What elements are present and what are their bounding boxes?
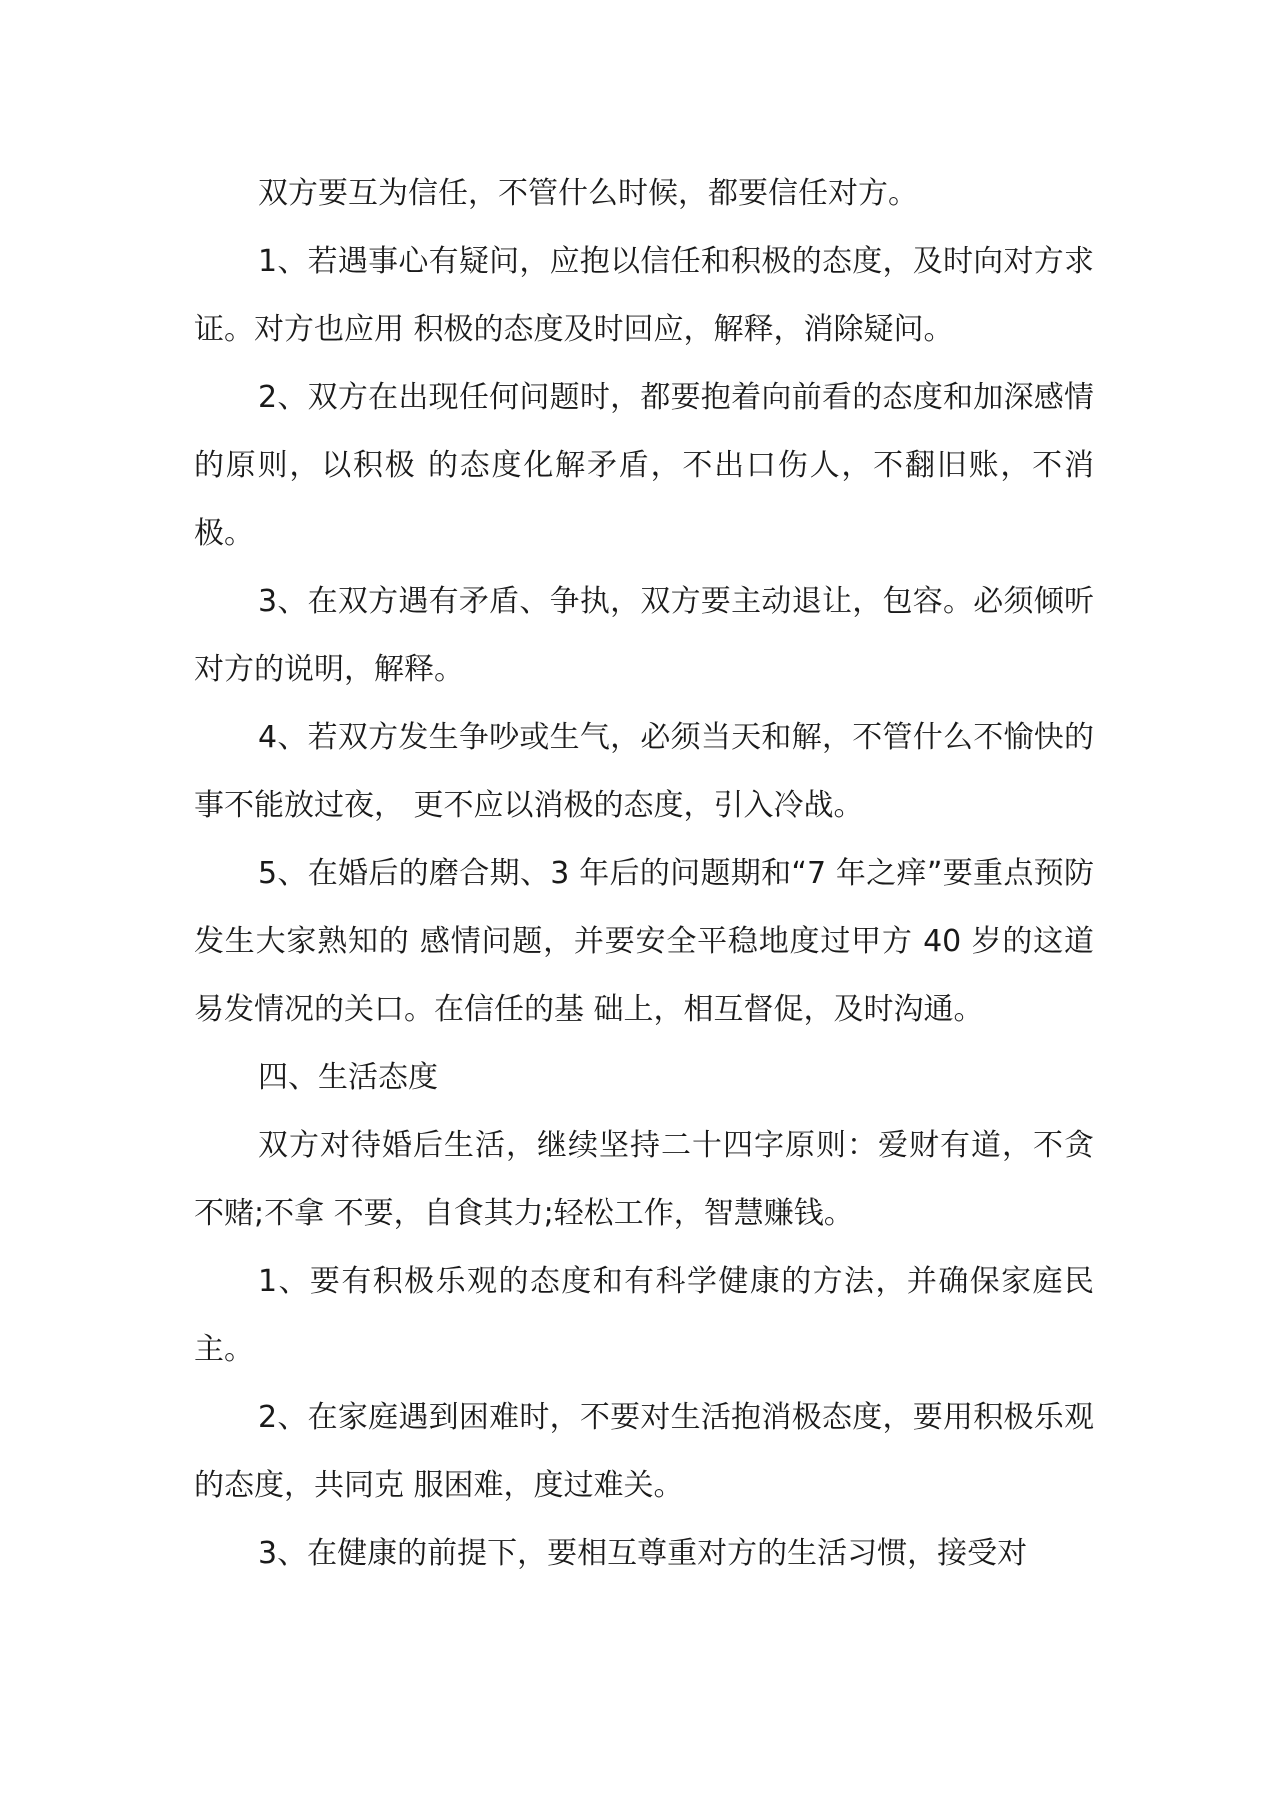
paragraph-trust-item-4: 4、若双方发生争吵或生气，必须当天和解，不管什么不愉快的事不能放过夜， 更不应以消极的态度，引入冷战。 [194, 720, 1094, 823]
paragraph-life-item-2: 2、在家庭遇到困难时，不要对生活抱消极态度，要用积极乐观的态度，共同克 服困难，度过难关。 [194, 1400, 1094, 1503]
paragraph-trust-item-3: 3、在双方遇有矛盾、争执，双方要主动退让，包容。必须倾听对方的说明，解释。 [194, 584, 1094, 687]
paragraph-trust-item-1: 1、若遇事心有疑问，应抱以信任和积极的态度，及时向对方求证。对方也应用 积极的态度及时回应，解释，消除疑问。 [194, 244, 1094, 347]
paragraph-life-item-1: 1、要有积极乐观的态度和有科学健康的方法，并确保家庭民主。 [194, 1264, 1094, 1367]
paragraph-trust-intro: 双方要互为信任，不管什么时候，都要信任对方。 [258, 176, 918, 211]
paragraph-life-intro: 双方对待婚后生活，继续坚持二十四字原则：爱财有道，不贪不赌;不拿 不要，自食其力;轻松工作，智慧赚钱。 [194, 1128, 1094, 1231]
paragraph-trust-item-5: 5、在婚后的磨合期、3 年后的问题期和“7 年之痒”要重点预防发生大家熟知的 感情问题，并要安全平稳地度过甲方 40 岁的这道易发情况的关口。在信任的基 础上，相互督促，及时沟通。 [194, 856, 1094, 1027]
paragraph-life-item-3: 3、在健康的前提下，要相互尊重对方的生活习惯，接受对 [258, 1536, 1028, 1571]
section-heading-life-attitude: 四、生活态度 [258, 1060, 438, 1095]
document-body [194, 160, 1094, 1588]
paragraph-trust-item-2: 2、双方在出现任何问题时，都要抱着向前看的态度和加深感情的原则，以积极 的态度化解矛盾，不出口伤人，不翻旧账，不消极。 [194, 380, 1094, 551]
